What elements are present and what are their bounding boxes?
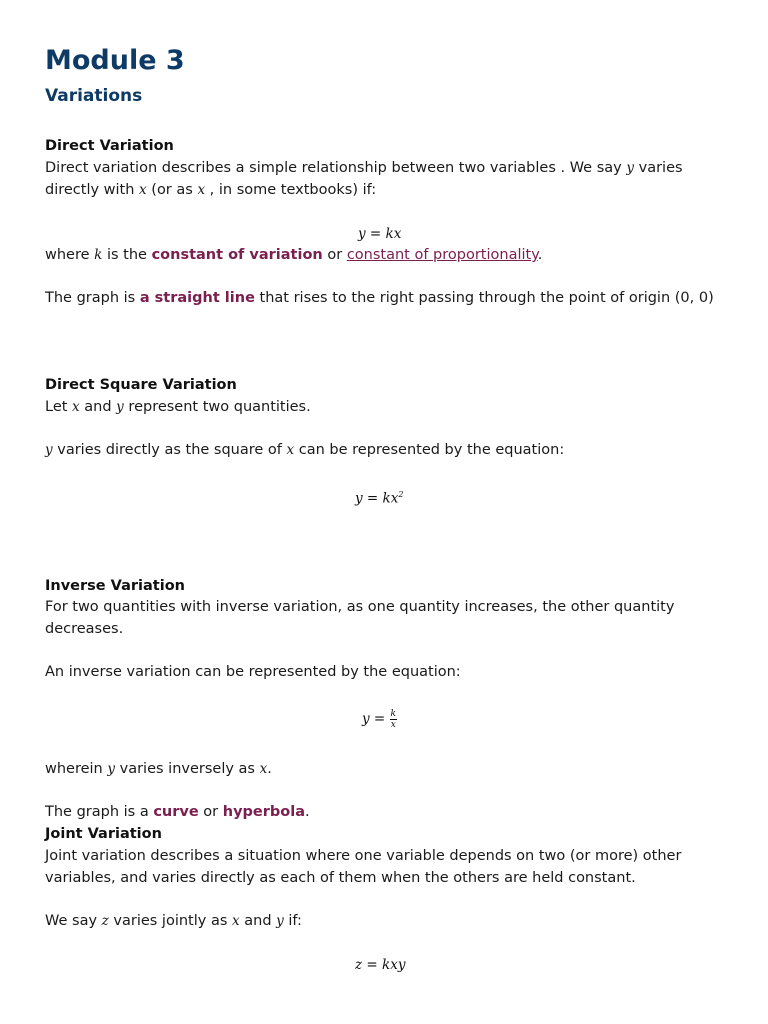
fraction-k-over-x: $\frac{k}{x}$	[390, 709, 397, 730]
direct-variation-line-2: directly with x (or as x , in some textbooks) if:	[45, 182, 377, 198]
joint-variation-line-3: We say z varies jointly as x and y if:	[45, 913, 302, 929]
constant-of-variation-term: constant of variation	[151, 247, 323, 263]
joint-variation-equation: z = kxy	[355, 957, 406, 973]
direct-variation-heading: Direct Variation	[45, 138, 174, 154]
square-variation-equation: $y = kx^2$	[355, 490, 404, 507]
inverse-variation-heading: Inverse Variation	[45, 578, 185, 594]
square-variation-line-1: Let x and y represent two quantities.	[45, 399, 311, 415]
inverse-variation-line-2: decreases.	[45, 621, 124, 637]
direct-variation-line-1: Direct variation describes a simple relationship between two variables . We say y varies	[45, 160, 683, 176]
joint-variation-heading: Joint Variation	[45, 826, 162, 842]
inverse-variation-line-4: wherein y varies inversely as x.	[45, 761, 272, 777]
constant-definition-line: where k is the constant of variation or constant of proportionality.	[45, 247, 543, 263]
joint-variation-line-2: variables, and varies directly as each of them when the others are held constant.	[45, 870, 636, 886]
direct-variation-equation: y = kx	[358, 226, 402, 242]
hyperbola-term: hyperbola	[222, 804, 305, 820]
direct-square-variation-heading: Direct Square Variation	[45, 377, 237, 393]
direct-variation-graph-line: The graph is a straight line that rises to the right passing through the point of origin (0, 0)	[45, 290, 714, 306]
straight-line-term: a straight line	[139, 290, 255, 306]
inverse-variation-equation: y = $\frac{k}{x}$	[362, 709, 397, 730]
inverse-variation-line-1: For two quantities with inverse variation, as one quantity increases, the other quantity	[45, 599, 675, 615]
joint-variation-line-1: Joint variation describes a situation where one variable depends on two (or more) other	[45, 848, 682, 864]
square-variation-line-2: y varies directly as the square of x can be represented by the equation:	[45, 442, 565, 458]
page-title: Module 3	[45, 45, 185, 76]
inverse-variation-graph-line: The graph is a curve or hyperbola.	[45, 804, 310, 820]
inverse-variation-line-3: An inverse variation can be represented by the equation:	[45, 664, 461, 680]
constant-of-proportionality-link[interactable]: constant of proportionality	[346, 247, 538, 263]
page-subtitle: Variations	[45, 86, 143, 106]
curve-term: curve	[153, 804, 199, 820]
